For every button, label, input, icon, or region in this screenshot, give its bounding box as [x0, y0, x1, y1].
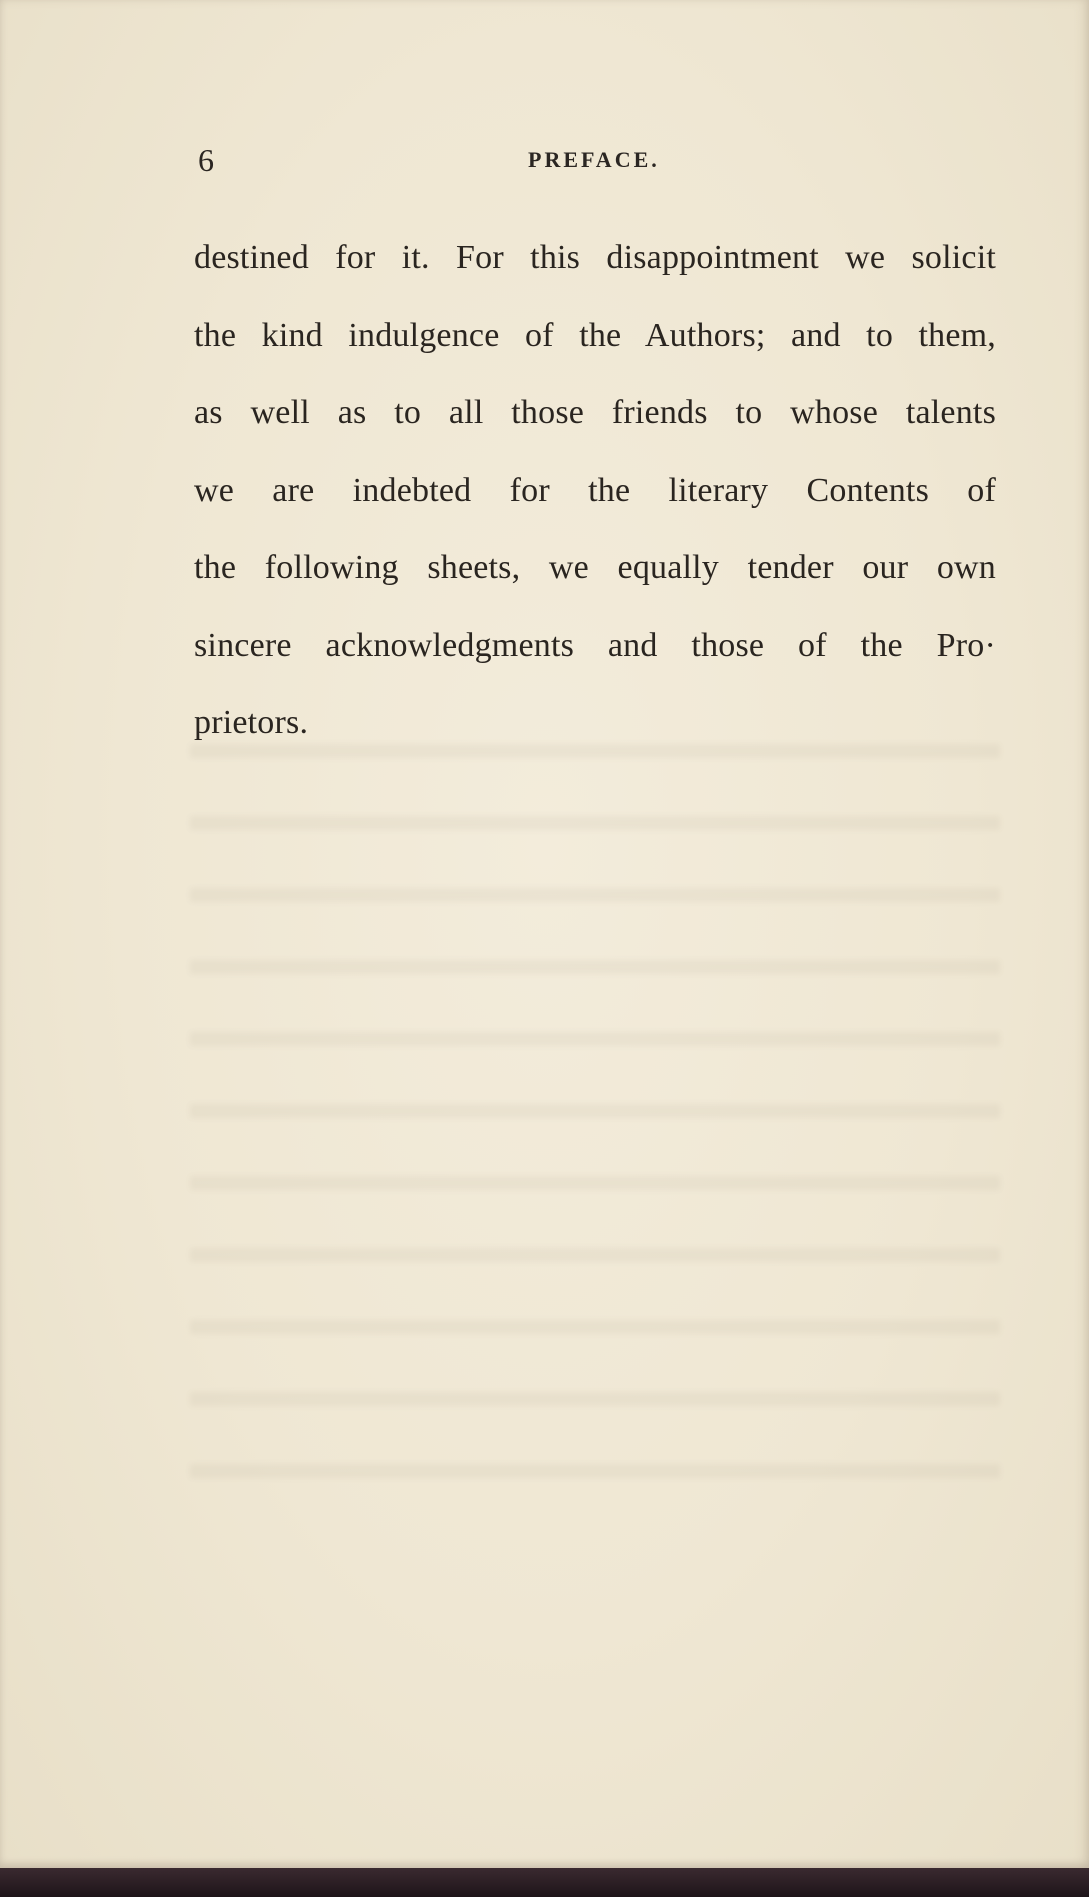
text-line: the following sheets, we equally tender our own	[194, 549, 996, 586]
text-line: we are indebted for the literary Contents of	[194, 471, 996, 509]
text-line: as well as to all those friends to whose talents	[194, 394, 996, 431]
show-through-texture	[190, 700, 1000, 1520]
running-head: PREFACE.	[528, 147, 660, 172]
text-line: destined for it. For this disappointment we solicit	[194, 239, 996, 276]
page-number: 6	[198, 142, 214, 178]
text-line: sincere acknowledgments and those of the Pro·	[194, 626, 996, 664]
text-line: prietors.	[194, 704, 309, 741]
page-header	[0, 140, 1089, 180]
page-bottom-edge	[0, 1868, 1089, 1897]
text-line: the kind indulgence of the Authors; and to them,	[194, 316, 996, 354]
body-text	[194, 228, 996, 771]
